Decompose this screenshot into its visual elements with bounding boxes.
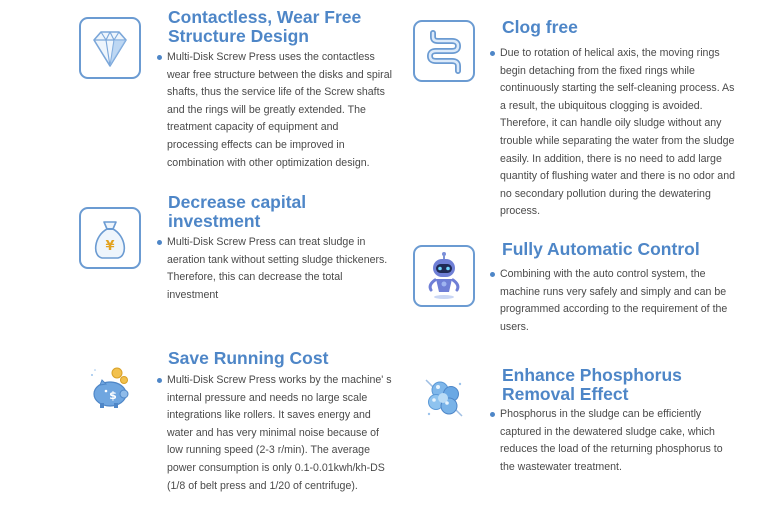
intestine-pipe-icon <box>413 20 475 82</box>
bag-symbol: ¥ <box>105 239 115 254</box>
feature-title: Enhance Phosphorus Removal Effect <box>502 365 682 404</box>
feature-description: Due to rotation of helical axis, the moving rings begin detaching from the fixed rings while continuously starting the self-cleaning process. As a result, the ubiquitous clogging is avoided. Therefore, it can handle oily sludge without any trouble while separating the water from the sludge easily. In addition, there is no need to add large quantity of flushing water and there is no odor and no secondary pollution during the dewatering process. <box>490 45 735 221</box>
feature-title: Decrease capital investment <box>168 192 307 231</box>
piggy-bank-icon <box>79 356 141 418</box>
feature-title: Save Running Cost <box>168 348 329 368</box>
feature-description: Phosphorus in the sludge can be efficiently captured in the dewatered sludge cake, which reduces the load of the returning phosphorus to the wastewater treatment. <box>490 406 735 476</box>
robot-icon <box>413 245 475 307</box>
money-bag-icon <box>79 207 141 269</box>
diamond-icon <box>79 17 141 79</box>
feature-description: Combining with the auto control system, the machine runs very safely and simply and can be programmed according to the requirement of the users. <box>490 266 735 336</box>
piggy-symbol: $ <box>109 389 117 402</box>
feature-description: Multi-Disk Screw Press can treat sludge in aeration tank without setting sludge thickeners. Therefore, this can decrease the total investment <box>157 234 392 304</box>
feature-title: Fully Automatic Control <box>502 239 700 259</box>
feature-description: Multi-Disk Screw Press works by the machine' s internal pressure and needs no large scale integrations like rollers. It saves energy and water and has very minimal noise because of low running speed (2-3 r/min). The average power consumption is only 0.1-0.01kwh/kh-DS (1/8 of belt press and 1/20 of centrifuge). <box>157 372 397 495</box>
feature-description: Multi-Disk Screw Press uses the contactless wear free structure between the disks and spiral shafts, thus the service life of the Screw shafts and the rings will be greatly extended. The treatment capacity of equipment and processing effects can be improved in combination with other optimization design. <box>157 49 392 172</box>
molecule-icon <box>413 367 475 429</box>
feature-title: Clog free <box>502 17 578 37</box>
feature-title: Contactless, Wear Free Structure Design <box>168 7 362 46</box>
